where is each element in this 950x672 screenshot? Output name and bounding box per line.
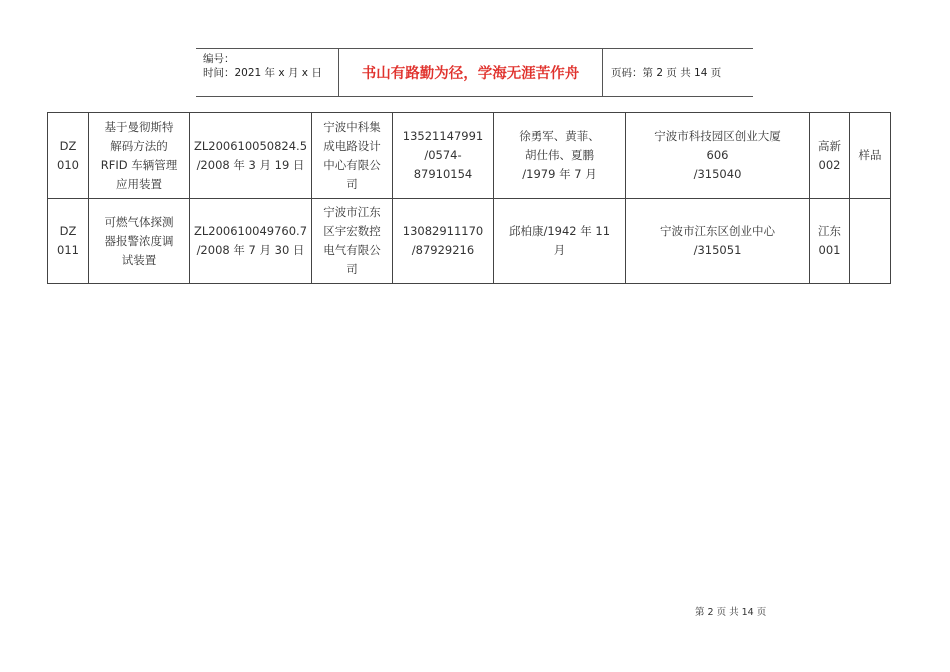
cell-text: /2008 年 7 月 30 日 <box>196 243 305 257</box>
cell-phone <box>393 199 494 284</box>
cell-inventor <box>494 199 626 284</box>
cell-inventor <box>494 113 626 199</box>
cell-text: /315051 <box>693 243 742 257</box>
cell-text: 可燃气体探测 <box>104 214 174 229</box>
cell-text: 解码方法的 <box>110 138 168 153</box>
cell-name <box>89 113 190 199</box>
cell-zone <box>810 199 850 284</box>
cell-text: 87910154 <box>413 167 473 181</box>
cell-patent <box>190 199 312 284</box>
cell-text: 宁波中科集 <box>323 119 381 134</box>
cell-text: RFID 车辆管理 <box>100 157 178 172</box>
cell-text: /1979 年 7 月 <box>522 167 597 181</box>
cell-text: 基于曼彻斯特 <box>104 119 174 134</box>
cell-text: 011 <box>57 243 79 257</box>
cell-text: 月 <box>553 243 566 257</box>
table-row <box>48 113 891 199</box>
time-label: 时间：2021 年 x 月 x 日 <box>203 67 322 79</box>
cell-text: 中心有限公 <box>323 157 381 172</box>
number-label: 编号： <box>203 53 235 65</box>
cell-company <box>312 199 393 284</box>
cell-text: 胡仕伟、夏鹏 <box>525 148 594 162</box>
cell-text: 宁波市江东区创业中心 <box>660 224 775 238</box>
cell-text: /0574- <box>424 148 462 162</box>
cell-text: 试装置 <box>121 252 157 267</box>
cell-text: 司 <box>346 176 358 191</box>
cell-phone <box>393 113 494 199</box>
cell-text: ZL200610049760.7 <box>193 224 308 238</box>
cell-text: 001 <box>818 243 841 257</box>
cell-text: ZL200610050824.5 <box>193 138 308 153</box>
page-footer: 第 2 页 共 14 页 <box>695 607 767 618</box>
cell-text: /315040 <box>693 167 742 181</box>
cell-text: /87929216 <box>411 243 475 257</box>
table-body <box>48 113 891 284</box>
header-meta <box>196 49 339 96</box>
cell-name <box>89 199 190 284</box>
cell-zone <box>810 113 850 199</box>
cell-text: 邱柏康/1942 年 11 <box>508 224 611 238</box>
cell-text: 徐勇军、黄菲、 <box>519 129 600 143</box>
header-motto: 书山有路勤为径，学海无涯苦作舟 <box>339 49 603 96</box>
cell-text: DZ <box>59 138 77 153</box>
cell-patent <box>190 113 312 199</box>
cell-text: 电气有限公 <box>323 243 381 257</box>
cell-text: 宁波市江东 <box>323 205 381 219</box>
cell-text: 样品 <box>858 148 882 162</box>
records-table <box>47 112 891 284</box>
cell-text: DZ <box>59 224 77 238</box>
cell-text: 606 <box>706 148 729 162</box>
cell-text: 002 <box>818 157 841 172</box>
cell-id <box>48 113 89 199</box>
cell-text: 器报警浓度调 <box>104 233 174 248</box>
cell-text: 成电路设计 <box>323 138 381 153</box>
cell-text: 江东 <box>818 224 841 238</box>
cell-text: 高新 <box>818 138 841 153</box>
cell-text: /2008 年 3 月 19 日 <box>196 157 305 172</box>
cell-text: 010 <box>57 157 79 172</box>
cell-text: 宁波市科技园区创业大厦 <box>654 129 781 143</box>
header-page-code: 页码：第 2 页 共 14 页 <box>611 67 722 79</box>
cell-text: 应用装置 <box>116 176 162 191</box>
cell-note <box>850 113 891 199</box>
cell-address <box>626 113 810 199</box>
cell-text: 13082911170 <box>402 224 484 238</box>
cell-text: 司 <box>346 262 358 276</box>
cell-address <box>626 199 810 284</box>
cell-text: 区宇宏数控 <box>323 224 381 238</box>
cell-company <box>312 113 393 199</box>
table-row <box>48 199 891 284</box>
cell-id <box>48 199 89 284</box>
cell-text: 13521147991 <box>402 129 484 143</box>
cell-note <box>850 199 891 284</box>
page-header <box>196 48 753 97</box>
